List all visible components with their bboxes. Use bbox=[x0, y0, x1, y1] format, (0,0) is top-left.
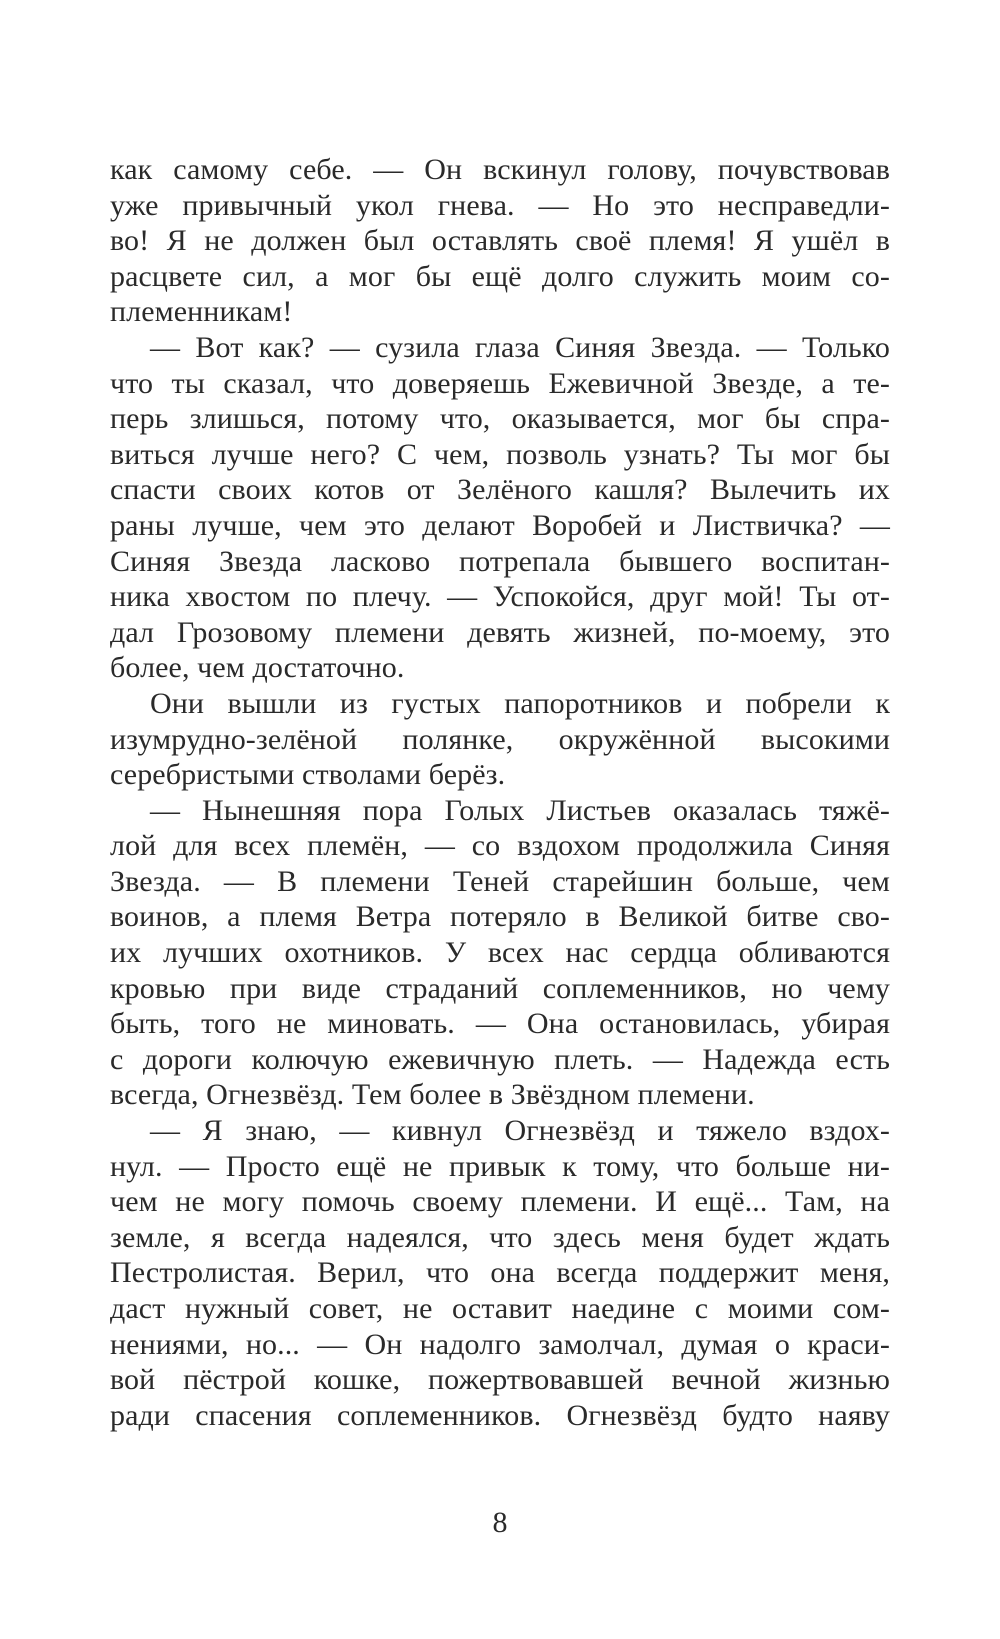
text-line: племенникам! bbox=[110, 295, 293, 329]
text-line: с дороги колючую ежевичную плеть. — Надежда есть bbox=[110, 1042, 890, 1076]
text-line: во! Я не должен был оставлять своё племя! Я ушёл в bbox=[110, 224, 890, 258]
text-line: Пестролистая. Верил, что она всегда поддержит меня, bbox=[110, 1256, 890, 1290]
text-line: кровью при виде страданий соплеменников, но чему bbox=[110, 971, 890, 1005]
text-line: воинов, а племя Ветра потеряло в Великой битве сво- bbox=[110, 900, 890, 934]
text-line: как самому себе. — Он вскинул голову, почувствовав bbox=[110, 153, 890, 186]
text-line: Синяя Звезда ласково потрепала бывшего воспитан- bbox=[110, 544, 890, 578]
text-line: всегда, Огнезвёзд. Тем более в Звёздном племени. bbox=[110, 1078, 755, 1112]
text-line: перь злишься, потому что, оказывается, мог бы спра- bbox=[110, 402, 890, 436]
text-line: изумрудно-зелёной полянке, окружённой высокими bbox=[110, 722, 890, 756]
text-line: раны лучше, чем это делают Воробей и Листвичка? — bbox=[110, 508, 890, 542]
text-line: Они вышли из густых папоротников и побрели к bbox=[150, 686, 890, 720]
text-line: более, чем достаточно. bbox=[110, 651, 405, 685]
text-line: что ты сказал, что доверяешь Ежевичной Звезде, а те- bbox=[110, 366, 890, 400]
text-line: земле, я всегда надеялся, что здесь меня будет ждать bbox=[110, 1220, 890, 1254]
page-number: 8 bbox=[492, 1506, 508, 1539]
text-line: нениями, но... — Он надолго замолчал, думая о краси- bbox=[110, 1327, 890, 1361]
text-line: — Вот как? — сузила глаза Синяя Звезда. — Только bbox=[150, 330, 890, 364]
paragraph bbox=[110, 793, 890, 1113]
page-body-text bbox=[110, 152, 890, 1433]
text-line: вой пёстрой кошке, пожертвовавшей вечной жизнью bbox=[110, 1363, 890, 1397]
paragraph bbox=[110, 686, 890, 793]
text-line: даст нужный совет, не оставит наедине с моими сом- bbox=[110, 1292, 890, 1325]
text-line: серебристыми стволами берёз. bbox=[110, 758, 506, 792]
text-line: быть, того не миновать. — Она остановилась, убирая bbox=[110, 1007, 890, 1041]
paragraph bbox=[110, 152, 890, 330]
text-line: нул. — Просто ещё не привык к тому, что больше ни- bbox=[110, 1149, 890, 1183]
text-line: их лучших охотников. У всех нас сердца обливаются bbox=[110, 936, 890, 970]
text-line: — Нынешняя пора Голых Листьев оказалась тяжё- bbox=[150, 793, 890, 827]
text-line: уже привычный укол гнева. — Но это несправедли- bbox=[110, 188, 890, 222]
text-line: — Я знаю, — кивнул Огнезвёзд и тяжело вздох- bbox=[150, 1114, 890, 1148]
text-line: лой для всех племён, — со вздохом продолжила Синяя bbox=[110, 829, 890, 863]
text-line: спасти своих котов от Зелёного кашля? Вылечить их bbox=[110, 473, 890, 507]
text-line: Звезда. — В племени Теней старейшин больше, чем bbox=[110, 864, 890, 898]
paragraph bbox=[110, 330, 890, 686]
text-line: ради спасения соплеменников. Огнезвёзд будто наяву bbox=[110, 1398, 890, 1432]
text-line: виться лучше него? С чем, позволь узнать? Ты мог бы bbox=[110, 437, 890, 471]
text-line: чем не могу помочь своему племени. И ещё... Там, на bbox=[110, 1185, 890, 1219]
text-line: ника хвостом по плечу. — Успокойся, друг мой! Ты от- bbox=[110, 580, 890, 614]
text-line: дал Грозовому племени девять жизней, по-моему, это bbox=[110, 615, 890, 649]
paragraph bbox=[110, 1113, 890, 1433]
text-line: расцвете сил, а мог бы ещё долго служить моим со- bbox=[110, 259, 890, 293]
